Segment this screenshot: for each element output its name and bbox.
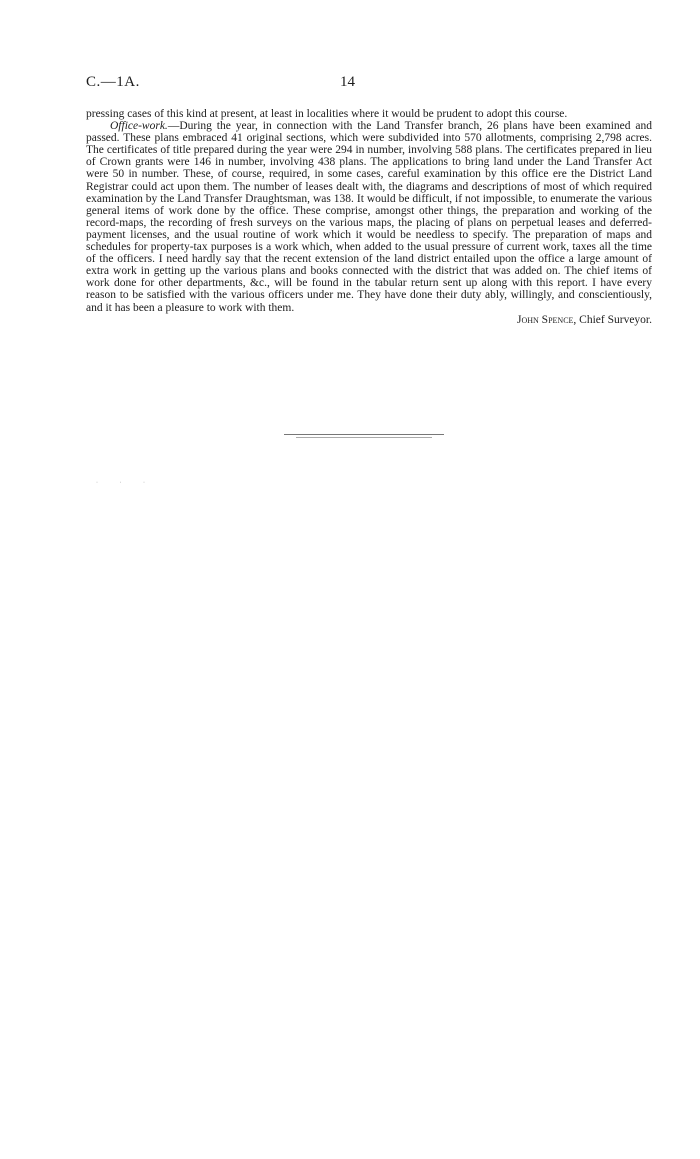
report-body <box>86 108 652 326</box>
office-work-text: —During the year, in connection with the Land Transfer branch, 26 plans have been examined and passed. These plans embraced 41 original sections, which were subdivided into 570 allotments, comprising 2,798 acres. The certificates of title prepared during the year were 294 in number, involving 588 plans. The certificates prepared in lieu of Crown grants were 146 in number, involving 438 plans. The applications to bring land under the Land Transfer Act were 50 in number. These, of course, required, in some cases, careful examination by this office ere the District Land Registrar could act upon them. The number of leases dealt with, the diagrams and descriptions of most of which required examination by the Land Transfer Draughtsman, was 138. It would be difficult, if not impossible, to enumerate the various general items of work done by the office. These comprise, amongst other things, the preparation and working of the record-maps, the recording of fresh surveys on the various maps, the placing of plans on perpetual leases and deferred-payment licenses, and the usual routine of work which it would be needless to specify. The preparation of maps and schedules for property-tax purposes is a work which, when added to the usual pressure of current work, taxes all the time of the officers. I need hardly say that the recent extension of the land district entailed upon the office a large amount of extra work in getting up the various plans and books connected with the district that was added on. The chief items of work done for other departments, &c., will be found in the tabular return sent up along with this report. I have every reason to be satisfied with the various officers under me. They have done their duty ably, willingly, and conscientiously, and it has been a pleasure to work with them. <box>86 120 652 314</box>
office-work-paragraph <box>86 120 652 314</box>
page-header <box>86 74 652 94</box>
signature-name: John Spence <box>517 313 574 326</box>
paragraph-continuation: pressing cases of this kind at present, at least in localities where it would be prudent to adopt this course. <box>86 108 568 120</box>
signature-title: , Chief Surveyor. <box>573 313 652 326</box>
scan-specks: · · · <box>96 480 155 486</box>
office-work-heading: Office-work. <box>110 120 168 133</box>
section-divider-inner <box>296 437 432 438</box>
section-divider <box>284 434 444 435</box>
page-number: 14 <box>340 74 355 90</box>
document-reference: C.—1A. <box>86 74 140 90</box>
signature <box>86 314 652 326</box>
